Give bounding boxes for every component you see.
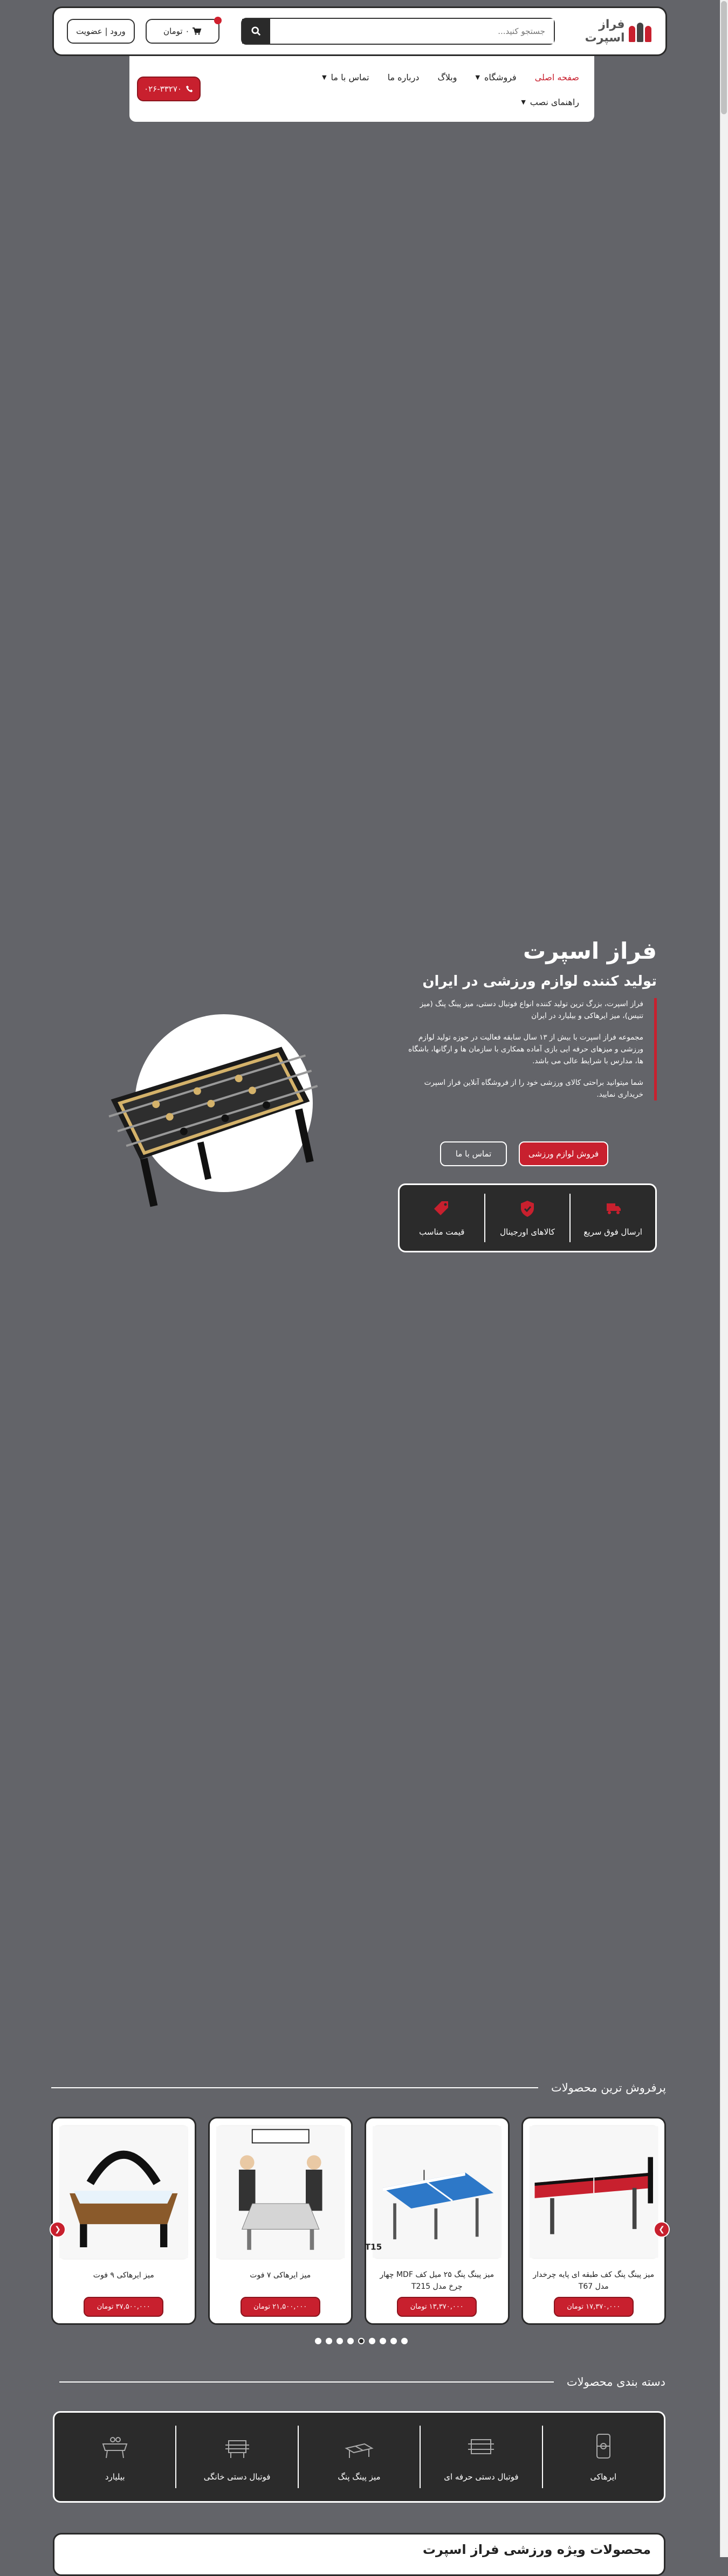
slider-dot[interactable] <box>390 2338 397 2344</box>
section-title: محصولات ویژه ورزشی فراز اسپرت <box>422 2542 651 2557</box>
product-price-button[interactable]: ۱۳,۳۷۰,۰۰۰ تومان <box>397 2297 477 2317</box>
contact-button[interactable]: تماس با ما <box>440 1141 507 1166</box>
logo-text: فراز اسپرت <box>585 18 625 45</box>
page-scrollbar[interactable] <box>720 0 728 2557</box>
cart-badge <box>214 17 222 24</box>
nav-item-shop[interactable]: فروشگاه ▼ <box>475 72 517 82</box>
features-box <box>398 1183 657 1252</box>
category-ping-pong[interactable]: میز پینگ پنگ <box>299 2426 421 2488</box>
section-divider <box>59 2381 554 2383</box>
main-nav <box>129 56 594 122</box>
shop-button[interactable]: فروش لوازم ورزشی <box>519 1141 608 1166</box>
product-name: میز ایرهاکی ۷ فوت <box>250 2270 311 2280</box>
price-tag-icon <box>432 1199 451 1218</box>
product-name: میز پینگ پنگ کف طبقه ای پایه چرخدار مدل T67 <box>533 2270 655 2291</box>
product-image <box>216 2125 345 2260</box>
product-image <box>59 2125 188 2260</box>
slider-dot[interactable] <box>336 2338 343 2344</box>
product-price-button[interactable]: ۳۷,۵۰۰,۰۰۰ تومان <box>84 2297 163 2317</box>
slider-dot[interactable] <box>315 2338 321 2344</box>
hero-paragraph: شما میتوانید براحتی کالای ورزشی خود را از فروشگاه آنلاین فراز اسپرت خریداری نمایید. <box>424 1078 643 1099</box>
chevron-down-icon: ▼ <box>521 98 526 106</box>
cart-total: ۰ تومان <box>163 26 190 36</box>
feature-delivery: ارسال فوق سریع <box>571 1194 655 1242</box>
phone-icon <box>186 85 194 93</box>
chevron-down-icon: ▼ <box>475 73 480 81</box>
hero-buttons <box>440 1141 608 1166</box>
section-title: دسته بندی محصولات <box>566 2376 665 2388</box>
slider-prev-arrow[interactable] <box>50 2221 66 2238</box>
scrollbar-thumb[interactable] <box>721 1 727 114</box>
product-card[interactable] <box>521 2117 667 2325</box>
logo-icon <box>629 18 653 44</box>
hero-paragraph: فراز اسپرت، بزرگ ترین تولید کننده انواع فوتبال دستی، میز پینگ پنگ (میز تنیس)، میز ایرهاکی و بیلیارد در ایران <box>420 1000 643 1020</box>
billiard-icon <box>99 2432 131 2462</box>
slider-dot[interactable] <box>347 2338 354 2344</box>
phone-number: ۰۲۶-۳۳۲۷۰ <box>144 84 182 94</box>
section-divider <box>51 2087 538 2088</box>
phone-button[interactable] <box>137 77 201 101</box>
slider-next-arrow[interactable] <box>654 2221 670 2238</box>
hero-foosball-image <box>97 1014 324 1192</box>
cart-icon <box>193 27 201 35</box>
hero-description <box>406 998 657 1100</box>
category-foosball-home[interactable]: فوتبال دستی خانگی <box>176 2426 298 2488</box>
categories-box <box>53 2411 665 2503</box>
nav-item-blog[interactable]: وبلاگ <box>437 72 457 82</box>
search-input[interactable] <box>270 19 554 44</box>
slider-dot[interactable] <box>326 2338 332 2344</box>
section-title: پرفروش ترین محصولات <box>551 2081 666 2094</box>
air-hockey-icon <box>587 2432 620 2462</box>
nav-item-home[interactable]: صفحه اصلی <box>534 72 579 82</box>
svg-text:T15: T15 <box>365 2242 382 2252</box>
shield-icon <box>518 1199 537 1218</box>
feature-original: کالاهای اورجینال <box>485 1194 571 1242</box>
nav-item-about[interactable]: درباره ما <box>387 72 420 82</box>
nav-row-primary <box>145 67 579 87</box>
login-button[interactable]: ورود | عضویت <box>67 19 135 44</box>
search-bar <box>241 18 555 45</box>
nav-item-contact[interactable]: تماس با ما ▼ <box>322 72 369 82</box>
category-foosball-pro[interactable]: فوتبال دستی حرفه ای <box>421 2426 542 2488</box>
product-card[interactable] <box>208 2117 353 2325</box>
foosball-pro-icon <box>465 2432 497 2462</box>
product-card[interactable] <box>365 2117 510 2325</box>
slider-dot[interactable] <box>401 2338 408 2344</box>
slider-dot-active[interactable] <box>358 2338 365 2344</box>
product-image <box>530 2125 658 2259</box>
foosball-home-icon <box>221 2432 253 2462</box>
product-name: میز پینگ پنگ ۲۵ میل کف MDF چهار چرخ مدل T215 <box>380 2270 495 2291</box>
cart-button[interactable] <box>146 19 219 44</box>
bestsellers-header <box>51 2081 666 2094</box>
product-card[interactable] <box>51 2117 196 2325</box>
logo[interactable] <box>561 18 653 45</box>
delivery-icon <box>603 1199 623 1218</box>
hero-subtitle: تولید کننده لوازم ورزشی در ایران <box>422 973 657 989</box>
slider-dot[interactable] <box>369 2338 375 2344</box>
nav-item-install-guide[interactable]: راهنمای نصب ▼ <box>521 96 579 107</box>
chevron-right-icon: ❯ <box>658 2225 665 2234</box>
nav-row-secondary <box>145 92 579 112</box>
slider-dots <box>315 2338 408 2344</box>
site-header <box>52 6 667 56</box>
hero-paragraph: مجموعه فراز اسپرت با بیش از ۱۳ سال سابقه فعالیت در حوزه تولید لوازم ورزشی و میزهای حرفه ایی بازی آماده همکاری با سازمان ها و ارگانها، باشگاه ها، مدارس با شرایط عالی می باشد. <box>408 1033 643 1065</box>
feature-price: قیمت مناسب <box>400 1194 485 1242</box>
hero-title: فراز اسپرت <box>523 938 657 964</box>
category-billiard[interactable]: بیلیارد <box>54 2426 176 2488</box>
product-price-button[interactable]: ۱۷,۳۷۰,۰۰۰ تومان <box>554 2297 634 2317</box>
slider-dot[interactable] <box>380 2338 386 2344</box>
search-icon <box>251 26 261 36</box>
search-button[interactable] <box>242 19 270 44</box>
chevron-down-icon: ▼ <box>322 73 327 81</box>
ping-pong-icon <box>343 2432 375 2462</box>
categories-header <box>59 2376 665 2388</box>
product-slider <box>51 2117 666 2325</box>
product-name: میز ایرهاکی ۹ فوت <box>93 2270 154 2280</box>
special-products-section <box>53 2533 665 2576</box>
product-image <box>365 2125 502 2259</box>
product-price-button[interactable]: ۲۱,۵۰۰,۰۰۰ تومان <box>241 2297 320 2317</box>
category-air-hockey[interactable]: ایرهاکی <box>543 2426 664 2488</box>
chevron-left-icon: ❮ <box>54 2225 61 2234</box>
